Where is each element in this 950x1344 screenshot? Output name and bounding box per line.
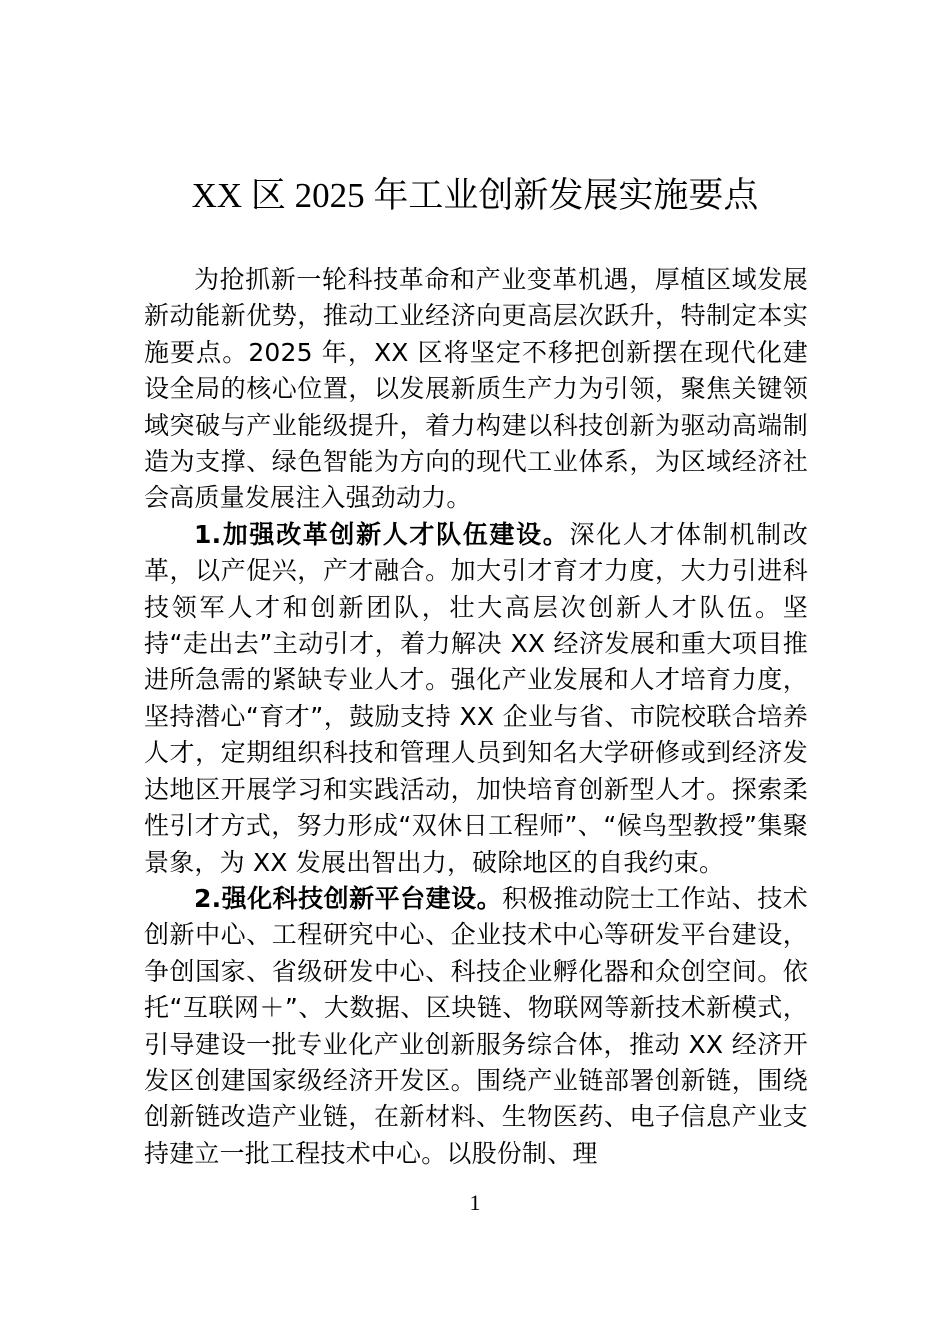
- document-body: [144, 262, 808, 1172]
- paragraph-lead: 1.加强改革创新人才队伍建设。: [194, 519, 570, 549]
- paragraph-text: 深化人才体制机制改革，以产促兴，产才融合。加大引才育才力度，大力引进科技领军人才和创新团队，壮大高层次创新人才队伍。坚持“走出去”主动引才，着力解决 XX 经济发展和重大项目推进所急需的紧缺专业人才。强化产业发展和人才培育力度，坚持潜心“育才”，鼓励支持 XX 企业与省、市院校联合培养人才，定期组织科技和管理人员到知名大学研修或到经济发达地区开展学习和实践活动，加快培育创新型人才。探索柔性引才方式，努力形成“双休日工程师”、“候鸟型教授”集聚景象，为 XX 发展出智出力，破除地区的自我约束。: [144, 519, 808, 877]
- paragraph-intro: [144, 262, 808, 517]
- paragraph-lead: 2.强化科技创新平台建设。: [194, 883, 503, 913]
- page-number: 1: [469, 1190, 481, 1215]
- paragraph-text: 为抢抓新一轮科技革命和产业变革机遇，厚植区域发展新动能新优势，推动工业经济向更高层次跃升，特制定本实施要点。2025 年，XX 区将坚定不移把创新摆在现代化建设全局的核心位置，以发展新质生产力为引领，聚焦关键领域突破与产业能级提升，着力构建以科技创新为驱动高端制造为支撑、绿色智能为方向的现代工业体系，为区域经济社会高质量发展注入强劲动力。: [144, 265, 808, 513]
- paragraph-text: 积极推动院士工作站、技术创新中心、工程研究中心、企业技术中心等研发平台建设，争创国家、省级研发中心、科技企业孵化器和众创空间。依托“互联网＋”、大数据、区块链、物联网等新技术新模式，引导建设一批专业化产业创新服务综合体，推动 XX 经济开发区创建国家级经济开发区。围绕产业链部署创新链，围绕创新链改造产业链，在新材料、生物医药、电子信息产业支持建立一批工程技术中心。以股份制、理: [144, 883, 808, 1168]
- paragraph-platform: [144, 881, 808, 1172]
- paragraph-talent: [144, 517, 808, 881]
- document-title: XX 区 2025 年工业创新发展实施要点: [191, 176, 759, 215]
